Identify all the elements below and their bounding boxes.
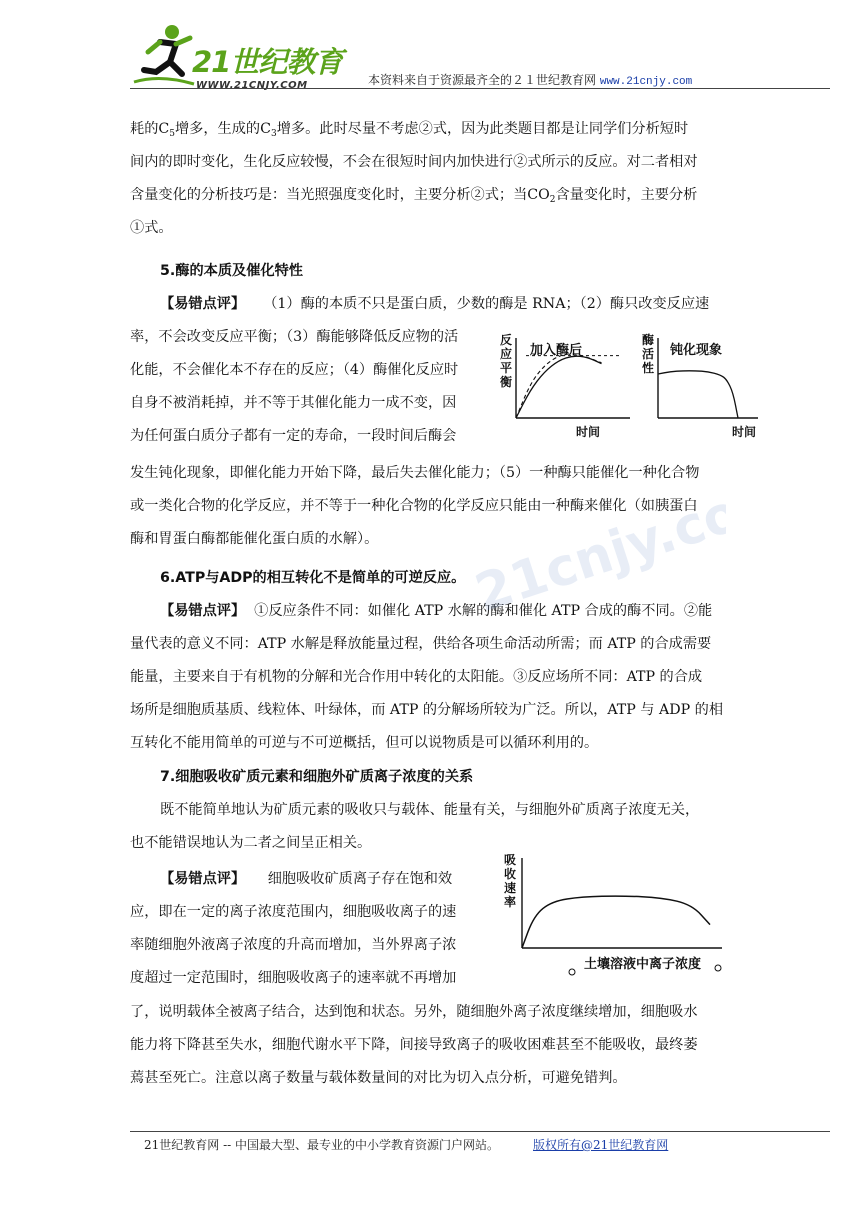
text-run: 增多，生成的C <box>174 121 271 137</box>
chart-2-series-solid <box>658 371 738 418</box>
section-5-line-8: 酶和胃蛋白酶都能催化蛋白质的水解）。 <box>130 531 379 547</box>
chart-enzyme-activity <box>640 328 762 440</box>
section-7-line-7: 蔫甚至死亡。注意以离子数量与载体数量间的对比为切入点分析，可避免错判。 <box>130 1070 627 1086</box>
intro-line-4: ①式。 <box>130 220 173 236</box>
section-7-line-1 <box>160 868 452 888</box>
header-note-text: 本资料来自于资源最齐全的２１世纪教育网 <box>368 73 597 87</box>
chart-1-xlabel: 时间 <box>576 425 601 439</box>
section-7-line-6: 能力将下降甚至失水，细胞代谢水平下降，间接导致离子的吸收困难甚至不能吸收，最终萎 <box>130 1037 698 1053</box>
error-note-label: 【易错点评】 <box>160 296 246 312</box>
chart-3-mark-circle-right <box>715 965 721 971</box>
section-6-line-3: 能量，主要来自于有机物的分解和光合作用中转化的太阳能。③反应场所不同：ATP 的合成 <box>130 669 703 685</box>
chart-1-annotation: 加入酶后 <box>530 343 583 358</box>
page-footer <box>144 1136 668 1153</box>
footer-text: 21世纪教育网 -- 中国最大型、最专业的中小学教育资源门户网站。 <box>144 1138 500 1152</box>
chart-2-svg <box>640 328 762 440</box>
section-5-line-2: 率，不会改变反应平衡；（3）酶能够降低反应物的活 <box>130 329 459 345</box>
section-6-line-5: 互转化不能用简单的可逆与不可逆概括，但可以说物质是可以循环利用的。 <box>130 735 599 751</box>
chart-2-ylabel-char-2: 活 <box>642 347 655 361</box>
chart-enzyme-equilibrium <box>496 328 636 440</box>
section-5-line-6: 发生钝化现象，即催化能力开始下降，最后失去催化能力；（5）一种酶只能催化一种化合物 <box>130 465 700 481</box>
runner-icon <box>130 22 200 90</box>
chart-3-mark-circle-left <box>569 969 575 975</box>
intro-line-3 <box>130 184 697 205</box>
intro-line-2: 间内的即时变化，生化反应较慢，不会在很短时间内加快进行②式所示的反应。对二者相对 <box>130 154 698 170</box>
text-run: 含量变化时，主要分析 <box>555 187 698 203</box>
chart-3-series-solid <box>522 896 710 948</box>
subscript: 3 <box>270 129 277 139</box>
section-7-para-line-2: 也不能错误地认为二者之间呈正相关。 <box>130 835 372 851</box>
chart-3-xlabel: 土壤溶液中离子浓度 <box>584 957 702 972</box>
text-run: ①反应条件不同：如催化 ATP 水解的酶和催化 ATP 合成的酶不同。②能 <box>254 603 713 619</box>
watermark-text: 21cnjy.com <box>468 465 726 615</box>
section-5-line-1 <box>160 293 709 313</box>
section-5-line-5: 为任何蛋白质分子都有一定的寿命，一段时间后酶会 <box>130 428 457 444</box>
intro-line-1 <box>130 118 688 139</box>
text-run: 含量变化的分析技巧是：当光照强度变化时，主要分析②式；当CO <box>130 187 550 203</box>
chart-ion-absorption <box>500 850 730 980</box>
chart-2-annotation: 钝化现象 <box>670 343 723 358</box>
section-5-line-4: 自身不被消耗掉，并不等于其催化能力一成不变，因 <box>130 395 457 411</box>
chart-1-series-solid <box>516 356 602 418</box>
chart-1-ylabel-char-4: 衡 <box>500 375 513 389</box>
section-6-line-4: 场所是细胞质基质、线粒体、叶绿体，而 ATP 的分解场所较为广泛。所以，ATP 与 ADP 的相 <box>130 702 724 718</box>
chart-1-ylabel-char-1: 反 <box>500 333 513 347</box>
watermark-svg <box>456 465 726 615</box>
page-header <box>130 8 830 90</box>
subscript: 2 <box>549 195 556 205</box>
section-7-line-3: 率随细胞外液离子浓度的升高而增加，当外界离子浓 <box>130 937 457 953</box>
error-note-label: 【易错点评】 <box>160 871 246 887</box>
chart-3-ylabel-char-2: 收 <box>504 867 517 881</box>
text-run: 增多。此时尽量不考虑②式，因为此类题目都是让同学们分析短时 <box>276 121 689 137</box>
site-logo <box>130 22 360 92</box>
header-divider <box>130 88 830 89</box>
header-url-link[interactable]: www.21cnjy.com <box>599 76 693 88</box>
section-5-line-3: 化能，不会催化本不存在的反应；（4）酶催化反应时 <box>130 362 459 378</box>
section-7-line-5: 了，说明载体全被离子结合，达到饱和状态。另外，随细胞外离子浓度继续增加，细胞吸水 <box>130 1004 698 1020</box>
footer-copyright-link[interactable]: 版权所有@21世纪教育网 <box>533 1138 669 1152</box>
logo-text: 21世纪教育 <box>192 45 343 79</box>
chart-2-ylabel-char-1: 酶 <box>642 333 655 347</box>
section-5-line-7: 或一类化合物的化学反应，并不等于一种化合物的化学反应只能由一种酶来催化（如胰蛋白 <box>130 498 698 514</box>
section-7-line-2: 应，即在一定的离子浓度范围内，细胞吸收离子的速 <box>130 904 457 920</box>
section-7-heading: 7.细胞吸收矿质元素和细胞外矿质离子浓度的关系 <box>160 769 474 785</box>
footer-divider <box>130 1131 830 1132</box>
section-7-line-4: 度超过一定范围时，细胞吸收离子的速率就不再增加 <box>130 970 457 986</box>
chart-1-ylabel-char-2: 应 <box>500 347 513 361</box>
chart-2-ylabel-char-3: 性 <box>642 361 655 375</box>
watermark <box>456 465 726 615</box>
chart-2-xlabel: 时间 <box>732 425 757 439</box>
logo-url: WWW.21CNJY.COM <box>196 80 308 91</box>
chart-3-ylabel-char-3: 速 <box>504 881 517 895</box>
text-run: 耗的C <box>130 121 170 137</box>
section-5-heading: 5.酶的本质及催化特性 <box>160 263 303 279</box>
section-6-line-2: 量代表的意义不同：ATP 水解是释放能量过程，供给各项生命活动所需；而 ATP 的合成需要 <box>130 636 712 652</box>
chart-3-ylabel-char-4: 率 <box>504 895 517 909</box>
text-run: 细胞吸收矿质离子存在饱和效 <box>267 871 453 887</box>
text-run: （1）酶的本质不只是蛋白质，少数的酶是 RNA；（2）酶只改变反应速 <box>263 296 710 312</box>
chart-3-svg <box>500 850 730 980</box>
chart-1-svg <box>496 328 636 440</box>
subscript: 5 <box>169 129 175 139</box>
section-6-heading: 6.ATP与ADP的相互转化不是简单的可逆反应。 <box>160 570 466 586</box>
section-7-para-line-1: 既不能简单地认为矿质元素的吸收只与载体、能量有关，与细胞外矿质离子浓度无关， <box>160 802 700 818</box>
chart-1-series-dashed <box>516 354 602 418</box>
error-note-label: 【易错点评】 <box>160 603 246 619</box>
header-note <box>368 71 692 88</box>
chart-1-ylabel-char-3: 平 <box>500 361 513 375</box>
chart-3-ylabel-char-1: 吸 <box>504 853 517 867</box>
